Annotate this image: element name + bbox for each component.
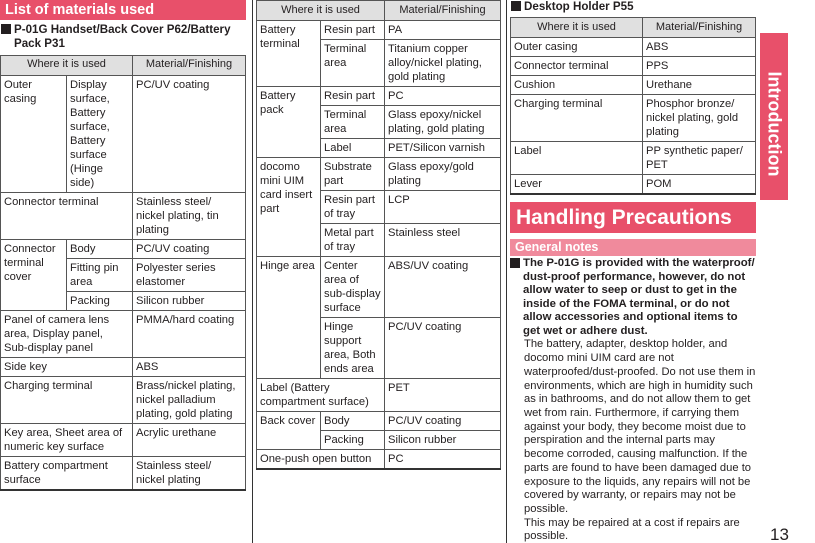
table-row: [1, 423, 246, 456]
table-cell: Hinge area: [257, 257, 321, 379]
table-cell: Polyester series elastomer: [133, 258, 246, 291]
table-row: [1, 357, 246, 376]
col-where-header: Where it is used: [257, 1, 385, 21]
table-cell: Packing: [67, 291, 133, 310]
handset-materials-table-continued: [256, 0, 501, 470]
table-cell: Label (Battery compartment surface): [257, 379, 385, 412]
col-where-header: Where it is used: [511, 17, 643, 37]
table-cell: Body: [67, 239, 133, 258]
handset-materials-table: [0, 55, 246, 491]
table-row: [1, 75, 246, 192]
waterproof-notice: The P-01G is provided with the waterproof/ dust-proof performance, however, do not allow water to seep or dust to get in the inside of the FOMA terminal, or do not allow accessories and optional items to get wet or adhere dust.: [510, 257, 756, 339]
table-cell: Terminal area: [321, 40, 385, 87]
table-cell: Substrate part: [321, 158, 385, 191]
general-notes-label: General notes: [510, 239, 756, 256]
col-material-header: Material/Finishing: [133, 55, 246, 75]
table-cell: ABS/UV coating: [385, 257, 501, 318]
table-cell: Phosphor bronze/ nickel plating, gold plating: [643, 94, 756, 141]
table-cell: PC/UV coating: [133, 75, 246, 192]
col-where-header: Where it is used: [1, 55, 133, 75]
col-material-header: Material/Finishing: [385, 1, 501, 21]
table-cell: PMMA/hard coating: [133, 310, 246, 357]
table-cell: Silicon rubber: [133, 291, 246, 310]
table-cell: Battery pack: [257, 87, 321, 158]
table-cell: Urethane: [643, 75, 756, 94]
table-cell: PC/UV coating: [385, 412, 501, 431]
table-cell: Connector terminal: [511, 56, 643, 75]
table-cell: Side key: [1, 357, 133, 376]
table-cell: PC/UV coating: [133, 239, 246, 258]
table-row: [511, 94, 756, 141]
notice-body-repair: This may be repaired at a cost if repairs are possible.: [524, 516, 740, 543]
table-row: [1, 310, 246, 357]
table-cell: docomo mini UIM card insert part: [257, 158, 321, 257]
table-cell: LCP: [385, 191, 501, 224]
table-cell: PET: [385, 379, 501, 412]
table-cell: Silicon rubber: [385, 431, 501, 450]
table-cell: PPS: [643, 56, 756, 75]
table-cell: Resin part: [321, 21, 385, 40]
table-cell: Titanium copper alloy/nickel plating, gold plating: [385, 40, 501, 87]
table-cell: Outer casing: [1, 75, 67, 192]
square-bullet-icon: [510, 258, 520, 268]
table-cell: Label: [321, 139, 385, 158]
table-row: [1, 192, 246, 239]
table-cell: Acrylic urethane: [133, 423, 246, 456]
table-row: [1, 239, 246, 258]
table-row: [511, 75, 756, 94]
table-cell: Key area, Sheet area of numeric key surface: [1, 423, 133, 456]
table-cell: Packing: [321, 431, 385, 450]
table-row: [257, 450, 501, 470]
table-row: [1, 376, 246, 423]
table-cell: Stainless steel/ nickel plating, tin plating: [133, 192, 246, 239]
table-cell: PP synthetic paper/ PET: [643, 141, 756, 174]
table-cell: ABS: [643, 37, 756, 56]
table-cell: Back cover: [257, 412, 321, 450]
table-header-row: [1, 55, 246, 75]
table-cell: Stainless steel/ nickel plating: [133, 456, 246, 490]
column-divider: [506, 0, 507, 543]
square-bullet-icon: [511, 1, 521, 11]
table-cell: Charging terminal: [511, 94, 643, 141]
table-cell: Center area of sub-display surface: [321, 257, 385, 318]
section-title: List of materials used: [0, 0, 246, 20]
table-header-row: [511, 17, 756, 37]
table-cell: PC: [385, 87, 501, 106]
table-cell: Label: [511, 141, 643, 174]
table-cell: One-push open button: [257, 450, 385, 470]
table-cell: Panel of camera lens area, Display panel, Sub-display panel: [1, 310, 133, 357]
table-cell: Stainless steel: [385, 224, 501, 257]
column-divider: [252, 0, 253, 543]
table-row: [511, 37, 756, 56]
table-row: [257, 21, 501, 40]
table-cell: Glass epoxy/gold plating: [385, 158, 501, 191]
table-cell: Body: [321, 412, 385, 431]
table-cell: Hinge support area, Both ends area: [321, 318, 385, 379]
table-cell: Battery compartment surface: [1, 456, 133, 490]
col-material-header: Material/Finishing: [643, 17, 756, 37]
table-cell: PC: [385, 450, 501, 470]
table-row: [257, 412, 501, 431]
table-row: [511, 141, 756, 174]
table-row: [511, 174, 756, 194]
table-row: [511, 56, 756, 75]
table-cell: Brass/nickel plating, nickel palladium plating, gold plating: [133, 376, 246, 423]
column-middle: [256, 0, 501, 470]
table-cell: Connector terminal: [1, 192, 133, 239]
table-cell: Glass epoxy/nickel plating, gold plating: [385, 106, 501, 139]
table-header-row: [257, 1, 501, 21]
column-left: [0, 0, 246, 491]
table-cell: PET/Silicon varnish: [385, 139, 501, 158]
table-cell: Connector terminal cover: [1, 239, 67, 310]
table-cell: POM: [643, 174, 756, 194]
page-number: 13: [770, 525, 789, 543]
table-cell: ABS: [133, 357, 246, 376]
table-cell: Resin part: [321, 87, 385, 106]
handling-precautions-title: Handling Precautions: [510, 202, 756, 233]
table-row: [257, 257, 501, 318]
table-cell: Metal part of tray: [321, 224, 385, 257]
table-cell: Display surface, Battery surface, Battery surface (Hinge side): [67, 75, 133, 192]
table-row: [257, 87, 501, 106]
notice-body: The battery, adapter, desktop holder, and docomo mini UIM card are not waterproofed/dust-proofed. Do not use them in environments, which are high in humidity such as in bathrooms, and do not allow them to get wet from rain. Furthermore, if carrying them against your body, they become moist due to perspiration and the internal parts may become corroded, causing malfunction. If the parts are found to have been damaged due to exposure to the liquids, any repairs will not be covered by warranty, or repairs may not be possible.: [524, 338, 756, 515]
table-cell: Lever: [511, 174, 643, 194]
column-right: [510, 0, 756, 543]
square-bullet-icon: [1, 24, 11, 34]
table-cell: Fitting pin area: [67, 258, 133, 291]
table-row: [257, 158, 501, 191]
table-cell: PC/UV coating: [385, 318, 501, 379]
table-cell: Charging terminal: [1, 376, 133, 423]
handset-heading: P-01G Handset/Back Cover P62/Battery Pack P31: [0, 23, 246, 51]
table-cell: Terminal area: [321, 106, 385, 139]
table-cell: Resin part of tray: [321, 191, 385, 224]
table-cell: Outer casing: [511, 37, 643, 56]
table-cell: Cushion: [511, 75, 643, 94]
table-row: [257, 379, 501, 412]
desktop-holder-heading: Desktop Holder P55: [510, 0, 756, 14]
table-row: [1, 456, 246, 490]
table-cell: Battery terminal: [257, 21, 321, 87]
section-tab-label: Introduction: [764, 71, 785, 177]
table-cell: PA: [385, 21, 501, 40]
desktop-holder-table: [510, 17, 756, 195]
